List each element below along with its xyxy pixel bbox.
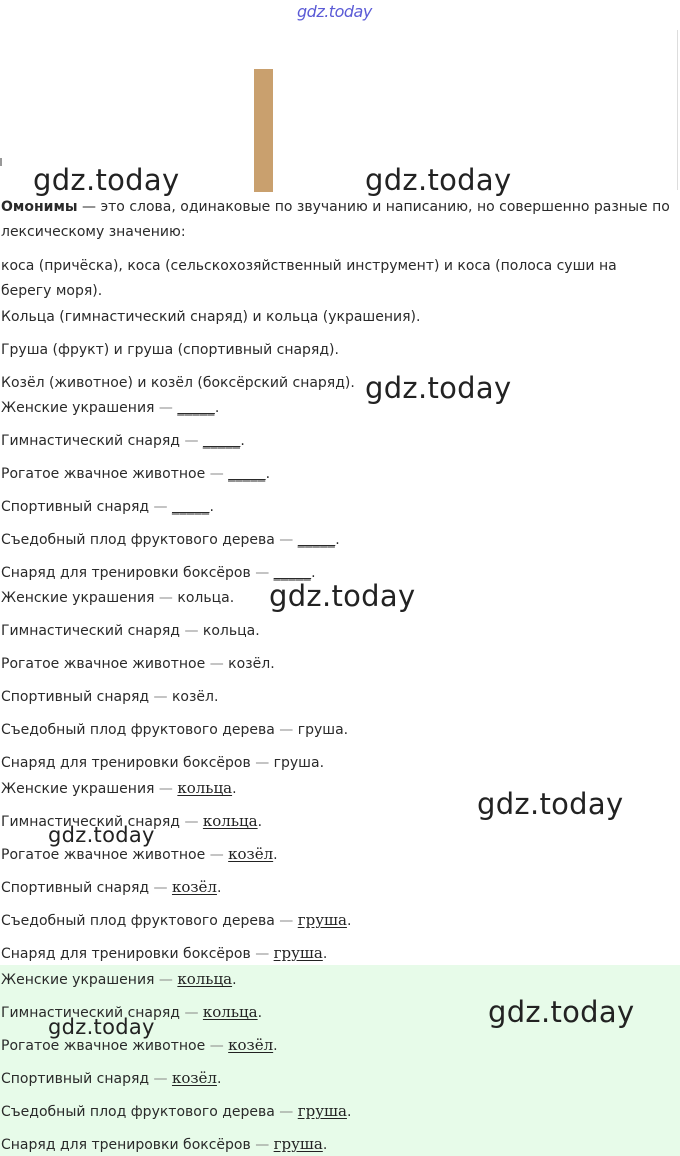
exercise-line: Рогатое жвачное животное — _____.	[1, 466, 271, 482]
dash: —	[209, 466, 224, 482]
answer-blank: _____	[171, 499, 210, 515]
exercise-line: Женские украшения — кольца.	[1, 970, 237, 988]
exercise-prompt: Спортивный снаряд	[1, 499, 150, 515]
dash: —	[158, 400, 173, 416]
exercise-line: Рогатое жвачное животное — козёл.	[1, 656, 275, 672]
exercise-prompt: Гимнастический снаряд	[1, 814, 180, 830]
exercise-line: Спортивный снаряд — козёл.	[1, 1069, 222, 1087]
dash: —	[209, 1038, 224, 1054]
exercise-line: Женские украшения — кольца.	[1, 590, 235, 606]
dash: —	[279, 532, 294, 548]
divider	[677, 30, 678, 190]
dash: —	[279, 1104, 294, 1120]
exercise-line: Снаряд для тренировки боксёров — груша.	[1, 755, 325, 771]
accent-bar	[254, 69, 273, 192]
exercise-line: Съедобный плод фруктового дерева — груша.	[1, 722, 349, 738]
watermark: gdz.today	[477, 787, 624, 821]
dash: —	[255, 946, 270, 962]
answer-underlined: кольца	[202, 812, 258, 830]
answer-text: груша	[297, 722, 344, 738]
exercise-prompt: Спортивный снаряд	[1, 689, 150, 705]
watermark: gdz.today	[48, 823, 155, 847]
definition-term: Омонимы	[1, 199, 78, 215]
answer-underlined: козёл	[171, 1069, 217, 1087]
definition-paragraph	[1, 195, 671, 245]
answer-blank: _____	[297, 532, 336, 548]
watermark: gdz.today	[365, 371, 512, 405]
watermark: gdz.today	[365, 163, 512, 197]
dash: —	[279, 913, 294, 929]
answer-blank: _____	[228, 466, 266, 482]
exercise-prompt: Женские украшения	[1, 590, 155, 606]
exercise-line: Гимнастический снаряд — кольца.	[1, 623, 260, 639]
exercise-prompt: Рогатое жвачное животное	[1, 656, 206, 672]
exercise-prompt: Снаряд для тренировки боксёров	[1, 755, 251, 771]
dash: —	[279, 722, 294, 738]
exercise-line: Съедобный плод фруктового дерева — груша.	[1, 911, 352, 929]
dash: —	[184, 814, 199, 830]
exercise-prompt: Снаряд для тренировки боксёров	[1, 1137, 251, 1153]
answer-underlined: груша	[297, 1102, 347, 1120]
answer-blank: _____	[273, 565, 312, 581]
answer-blank: _____	[177, 400, 215, 416]
exercise-line: Съедобный плод фруктового дерева — груша.	[1, 1102, 352, 1120]
dash: —	[153, 689, 168, 705]
exercise-line: Гимнастический снаряд — кольца.	[1, 812, 263, 830]
watermark: gdz.today	[488, 995, 635, 1029]
exercise-line: Спортивный снаряд — козёл.	[1, 689, 219, 705]
dash: —	[255, 565, 270, 581]
exercise-line: Рогатое жвачное животное — козёл.	[1, 1036, 278, 1054]
dash: —	[184, 433, 199, 449]
dash: —	[158, 781, 173, 797]
exercise-line: Снаряд для тренировки боксёров — груша.	[1, 944, 328, 962]
watermark: gdz.today	[48, 1015, 155, 1039]
exercise-prompt: Гимнастический снаряд	[1, 1005, 180, 1021]
answer-text: козёл	[171, 689, 214, 705]
exercise-prompt: Спортивный снаряд	[1, 880, 150, 896]
exercise-prompt: Гимнастический снаряд	[1, 433, 180, 449]
exercise-prompt: Женские украшения	[1, 400, 155, 416]
answer-underlined: козёл	[171, 878, 217, 896]
example-line: Козёл (животное) и козёл (боксёрский снаряд).	[1, 375, 355, 391]
answer-blank: _____	[202, 433, 241, 449]
exercise-prompt: Рогатое жвачное животное	[1, 466, 206, 482]
answer-underlined: груша	[273, 944, 323, 962]
exercise-line: Снаряд для тренировки боксёров — груша.	[1, 1135, 328, 1153]
answer-underlined: кольца	[177, 970, 233, 988]
example-line: Кольца (гимнастический снаряд) и кольца (украшения).	[1, 309, 421, 325]
example-line: Груша (фрукт) и груша (спортивный снаряд).	[1, 342, 339, 358]
exercise-prompt: Снаряд для тренировки боксёров	[1, 565, 251, 581]
answer-text: кольца	[177, 590, 230, 606]
answer-highlight-block	[0, 965, 680, 1156]
dash: —	[153, 880, 168, 896]
exercise-line: Женские украшения — _____.	[1, 400, 220, 416]
dash: —	[158, 972, 173, 988]
dash: —	[255, 1137, 270, 1153]
dash: —	[255, 755, 270, 771]
answer-underlined: козёл	[228, 1036, 274, 1054]
answer-text: кольца	[202, 623, 256, 639]
dash: —	[184, 1005, 199, 1021]
exercise-line: Снаряд для тренировки боксёров — _____.	[1, 565, 316, 581]
dash: —	[153, 1071, 168, 1087]
exercise-line: Съедобный плод фруктового дерева — _____.	[1, 532, 340, 548]
dash: —	[184, 623, 199, 639]
answer-underlined: кольца	[177, 779, 233, 797]
exercise-prompt: Съедобный плод фруктового дерева	[1, 532, 275, 548]
watermark: gdz.today	[269, 579, 416, 613]
dash: —	[209, 847, 224, 863]
exercise-prompt: Спортивный снаряд	[1, 1071, 150, 1087]
dash: —	[153, 499, 168, 515]
dash: —	[209, 656, 224, 672]
exercise-prompt: Рогатое жвачное животное	[1, 847, 206, 863]
exercise-line: Гимнастический снаряд — _____.	[1, 433, 245, 449]
answer-text: козёл	[228, 656, 271, 672]
exercise-prompt: Съедобный плод фруктового дерева	[1, 1104, 275, 1120]
definition-text: — это слова, одинаковые по звучанию и написанию, но совершенно разные по лексическому значению:	[1, 199, 670, 240]
answer-underlined: груша	[273, 1135, 323, 1153]
answer-underlined: груша	[297, 911, 347, 929]
divider	[0, 158, 2, 166]
answer-text: груша	[273, 755, 320, 771]
exercise-line: Спортивный снаряд — козёл.	[1, 878, 222, 896]
exercise-prompt: Женские украшения	[1, 972, 155, 988]
exercise-prompt: Съедобный плод фруктового дерева	[1, 913, 275, 929]
watermark: gdz.today	[33, 163, 180, 197]
exercise-line: Женские украшения — кольца.	[1, 779, 237, 797]
exercise-prompt: Съедобный плод фруктового дерева	[1, 722, 275, 738]
exercise-prompt: Гимнастический снаряд	[1, 623, 180, 639]
answer-underlined: кольца	[202, 1003, 258, 1021]
exercise-line: Спортивный снаряд — _____.	[1, 499, 214, 515]
exercise-prompt: Рогатое жвачное животное	[1, 1038, 206, 1054]
top-watermark: gdz.today	[297, 2, 372, 21]
exercise-line: Гимнастический снаряд — кольца.	[1, 1003, 263, 1021]
answer-underlined: козёл	[228, 845, 274, 863]
dash: —	[158, 590, 173, 606]
exercise-prompt: Снаряд для тренировки боксёров	[1, 946, 251, 962]
exercise-line: Рогатое жвачное животное — козёл.	[1, 845, 278, 863]
exercise-prompt: Женские украшения	[1, 781, 155, 797]
example-line: коса (причёска), коса (сельскохозяйственный инструмент) и коса (полоса суши на берегу моря).	[1, 258, 617, 299]
